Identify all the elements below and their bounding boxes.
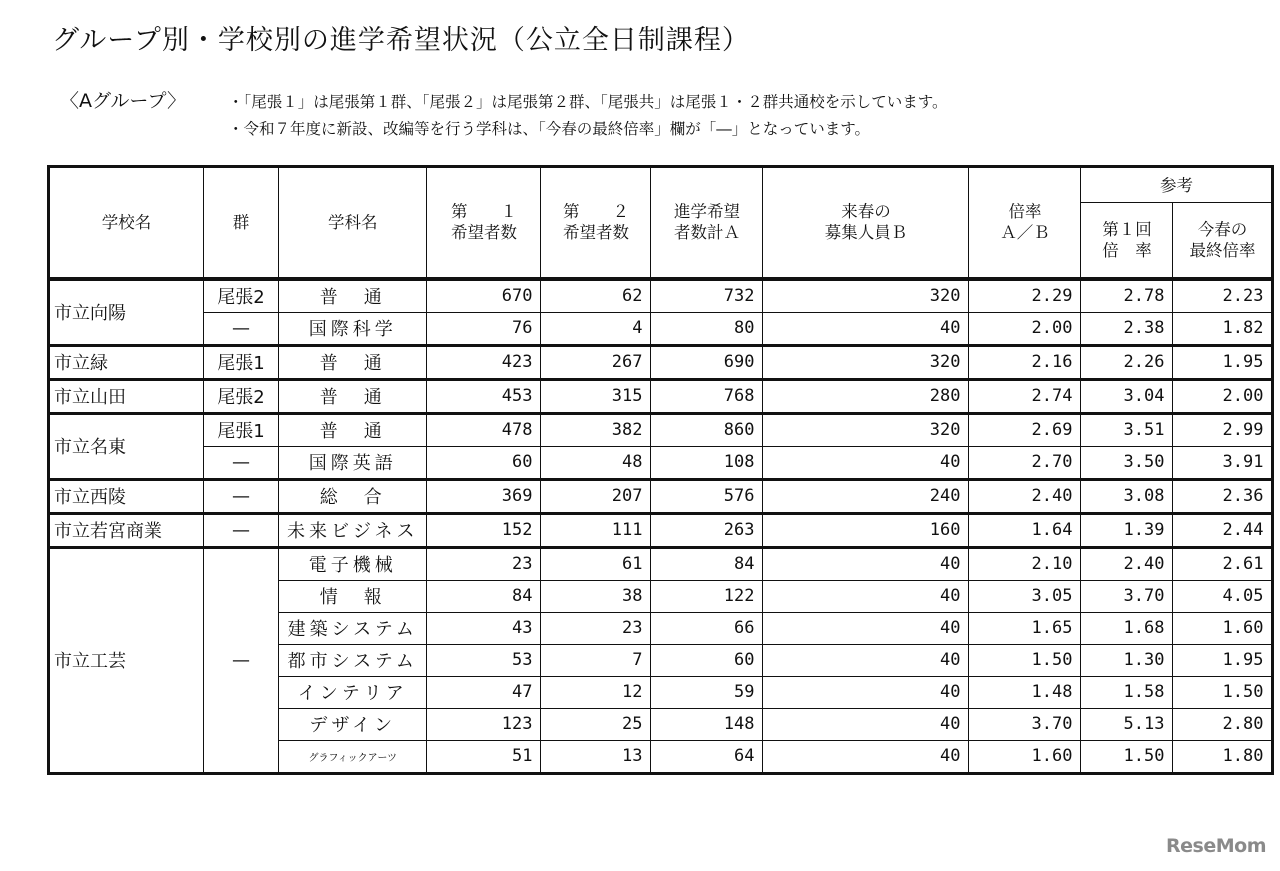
last-ratio: 4.05 [1173,580,1273,612]
table-row [49,312,1273,345]
total-applicants: 732 [651,279,763,313]
ratio: 2.16 [969,345,1081,379]
note-2: ・令和７年度に新設、改編等を行う学科は、「今春の最終倍率」欄が「―」となっています。 [228,120,871,138]
dept-name: グラフィックアーツ [279,740,427,773]
capacity: 40 [763,644,969,676]
first-choice-count: 23 [427,547,541,580]
school-name: 市立名東 [49,413,204,479]
dept-name: 普 通 [279,413,427,446]
capacity: 40 [763,676,969,708]
header-first-ratio: 第１回 倍 率 [1081,203,1173,279]
table-row [49,547,1273,580]
first-ratio: 2.78 [1081,279,1173,313]
first-choice-count: 43 [427,612,541,644]
first-choice-count: 60 [427,446,541,479]
header-capacity-b: 来春の 募集人員Ｂ [763,167,969,279]
first-choice-count: 76 [427,312,541,345]
school-name: 市立向陽 [49,279,204,346]
first-choice-count: 53 [427,644,541,676]
dept-name: 普 通 [279,279,427,313]
capacity: 40 [763,708,969,740]
header-second-choice: 第 ２ 希望者数 [541,167,651,279]
last-ratio: 1.82 [1173,312,1273,345]
last-ratio: 2.23 [1173,279,1273,313]
dept-name: 普 通 [279,379,427,413]
second-choice-count: 62 [541,279,651,313]
second-choice-count: 48 [541,446,651,479]
capacity: 320 [763,413,969,446]
first-ratio: 3.08 [1081,479,1173,513]
capacity: 320 [763,345,969,379]
total-applicants: 108 [651,446,763,479]
header-total-a: 進学希望 者数計Ａ [651,167,763,279]
last-ratio: 2.99 [1173,413,1273,446]
school-name: 市立山田 [49,379,204,413]
total-applicants: 66 [651,612,763,644]
table-row [49,345,1273,379]
last-ratio: 2.00 [1173,379,1273,413]
first-choice-count: 84 [427,580,541,612]
table-row [49,479,1273,513]
first-ratio: 1.30 [1081,644,1173,676]
first-ratio: 3.04 [1081,379,1173,413]
ratio: 1.64 [969,513,1081,547]
first-ratio: 5.13 [1081,708,1173,740]
total-applicants: 576 [651,479,763,513]
dept-name: 国際科学 [279,312,427,345]
last-ratio: 2.61 [1173,547,1273,580]
last-ratio: 2.80 [1173,708,1273,740]
header-dept: 学科名 [279,167,427,279]
total-applicants: 263 [651,513,763,547]
capacity: 40 [763,547,969,580]
last-ratio: 1.50 [1173,676,1273,708]
group-cell: 尾張1 [204,413,279,446]
first-ratio: 1.50 [1081,740,1173,773]
second-choice-count: 61 [541,547,651,580]
last-ratio: 1.80 [1173,740,1273,773]
first-choice-count: 369 [427,479,541,513]
first-choice-count: 123 [427,708,541,740]
first-ratio: 1.58 [1081,676,1173,708]
second-choice-count: 25 [541,708,651,740]
group-cell: — [204,446,279,479]
total-applicants: 148 [651,708,763,740]
first-choice-count: 51 [427,740,541,773]
first-choice-count: 423 [427,345,541,379]
ratio: 1.65 [969,612,1081,644]
total-applicants: 60 [651,644,763,676]
last-ratio: 1.60 [1173,612,1273,644]
second-choice-count: 23 [541,612,651,644]
group-cell: 尾張1 [204,345,279,379]
first-choice-count: 670 [427,279,541,313]
dept-name: 電子機械 [279,547,427,580]
first-choice-count: 478 [427,413,541,446]
first-ratio: 3.70 [1081,580,1173,612]
dept-name: 総 合 [279,479,427,513]
school-name: 市立若宮商業 [49,513,204,547]
header-reference: 参考 [1081,167,1273,203]
ratio: 1.48 [969,676,1081,708]
table-row [49,513,1273,547]
capacity: 40 [763,740,969,773]
last-ratio: 2.44 [1173,513,1273,547]
page-title: グループ別・学校別の進学希望状況（公立全日制課程） [52,25,750,56]
second-choice-count: 13 [541,740,651,773]
first-ratio: 1.39 [1081,513,1173,547]
total-applicants: 80 [651,312,763,345]
ratio: 2.40 [969,479,1081,513]
first-choice-count: 453 [427,379,541,413]
table-row [49,379,1273,413]
last-ratio: 1.95 [1173,345,1273,379]
group-label: 〈Aグループ〉 [60,90,187,112]
second-choice-count: 7 [541,644,651,676]
header-school: 学校名 [49,167,204,279]
second-choice-count: 382 [541,413,651,446]
capacity: 240 [763,479,969,513]
capacity: 160 [763,513,969,547]
total-applicants: 860 [651,413,763,446]
dept-name: 普 通 [279,345,427,379]
total-applicants: 122 [651,580,763,612]
ratio: 3.70 [969,708,1081,740]
dept-name: インテリア [279,676,427,708]
total-applicants: 84 [651,547,763,580]
group-cell: — [204,547,279,773]
ratio: 3.05 [969,580,1081,612]
school-name: 市立西陵 [49,479,204,513]
total-applicants: 59 [651,676,763,708]
header-group: 群 [204,167,279,279]
resemom-logo: ReseMom [1166,835,1266,857]
ratio: 2.69 [969,413,1081,446]
header-last-ratio: 今春の 最終倍率 [1173,203,1273,279]
first-ratio: 2.38 [1081,312,1173,345]
last-ratio: 2.36 [1173,479,1273,513]
note-1: ・「尾張１」は尾張第１群、「尾張２」は尾張第２群、「尾張共」は尾張１・２群共通校を示しています。 [228,93,948,111]
dept-name: 建築システム [279,612,427,644]
capacity: 280 [763,379,969,413]
dept-name: 未来ビジネス [279,513,427,547]
last-ratio: 1.95 [1173,644,1273,676]
capacity: 40 [763,312,969,345]
ratio: 1.60 [969,740,1081,773]
ratio: 2.10 [969,547,1081,580]
group-cell: — [204,312,279,345]
total-applicants: 64 [651,740,763,773]
second-choice-count: 38 [541,580,651,612]
capacity: 320 [763,279,969,313]
group-cell: 尾張2 [204,379,279,413]
first-ratio: 2.40 [1081,547,1173,580]
header-ratio: 倍率 Ａ／Ｂ [969,167,1081,279]
dept-name: 都市システム [279,644,427,676]
school-name: 市立緑 [49,345,204,379]
second-choice-count: 111 [541,513,651,547]
first-ratio: 3.51 [1081,413,1173,446]
second-choice-count: 267 [541,345,651,379]
group-cell: — [204,479,279,513]
ratio: 2.00 [969,312,1081,345]
capacity: 40 [763,612,969,644]
first-choice-count: 47 [427,676,541,708]
total-applicants: 690 [651,345,763,379]
school-name: 市立工芸 [49,547,204,773]
header-first-choice: 第 １ 希望者数 [427,167,541,279]
dept-name: 国際英語 [279,446,427,479]
dept-name: 情 報 [279,580,427,612]
first-ratio: 3.50 [1081,446,1173,479]
second-choice-count: 315 [541,379,651,413]
dept-name: デザイン [279,708,427,740]
table-row [49,446,1273,479]
total-applicants: 768 [651,379,763,413]
second-choice-count: 12 [541,676,651,708]
second-choice-count: 4 [541,312,651,345]
group-cell: 尾張2 [204,279,279,313]
table-row [49,279,1273,313]
first-ratio: 2.26 [1081,345,1173,379]
group-cell: — [204,513,279,547]
last-ratio: 3.91 [1173,446,1273,479]
ratio: 2.70 [969,446,1081,479]
admission-table [47,165,1274,775]
capacity: 40 [763,446,969,479]
ratio: 2.29 [969,279,1081,313]
table-row [49,413,1273,446]
ratio: 2.74 [969,379,1081,413]
ratio: 1.50 [969,644,1081,676]
capacity: 40 [763,580,969,612]
first-choice-count: 152 [427,513,541,547]
second-choice-count: 207 [541,479,651,513]
first-ratio: 1.68 [1081,612,1173,644]
